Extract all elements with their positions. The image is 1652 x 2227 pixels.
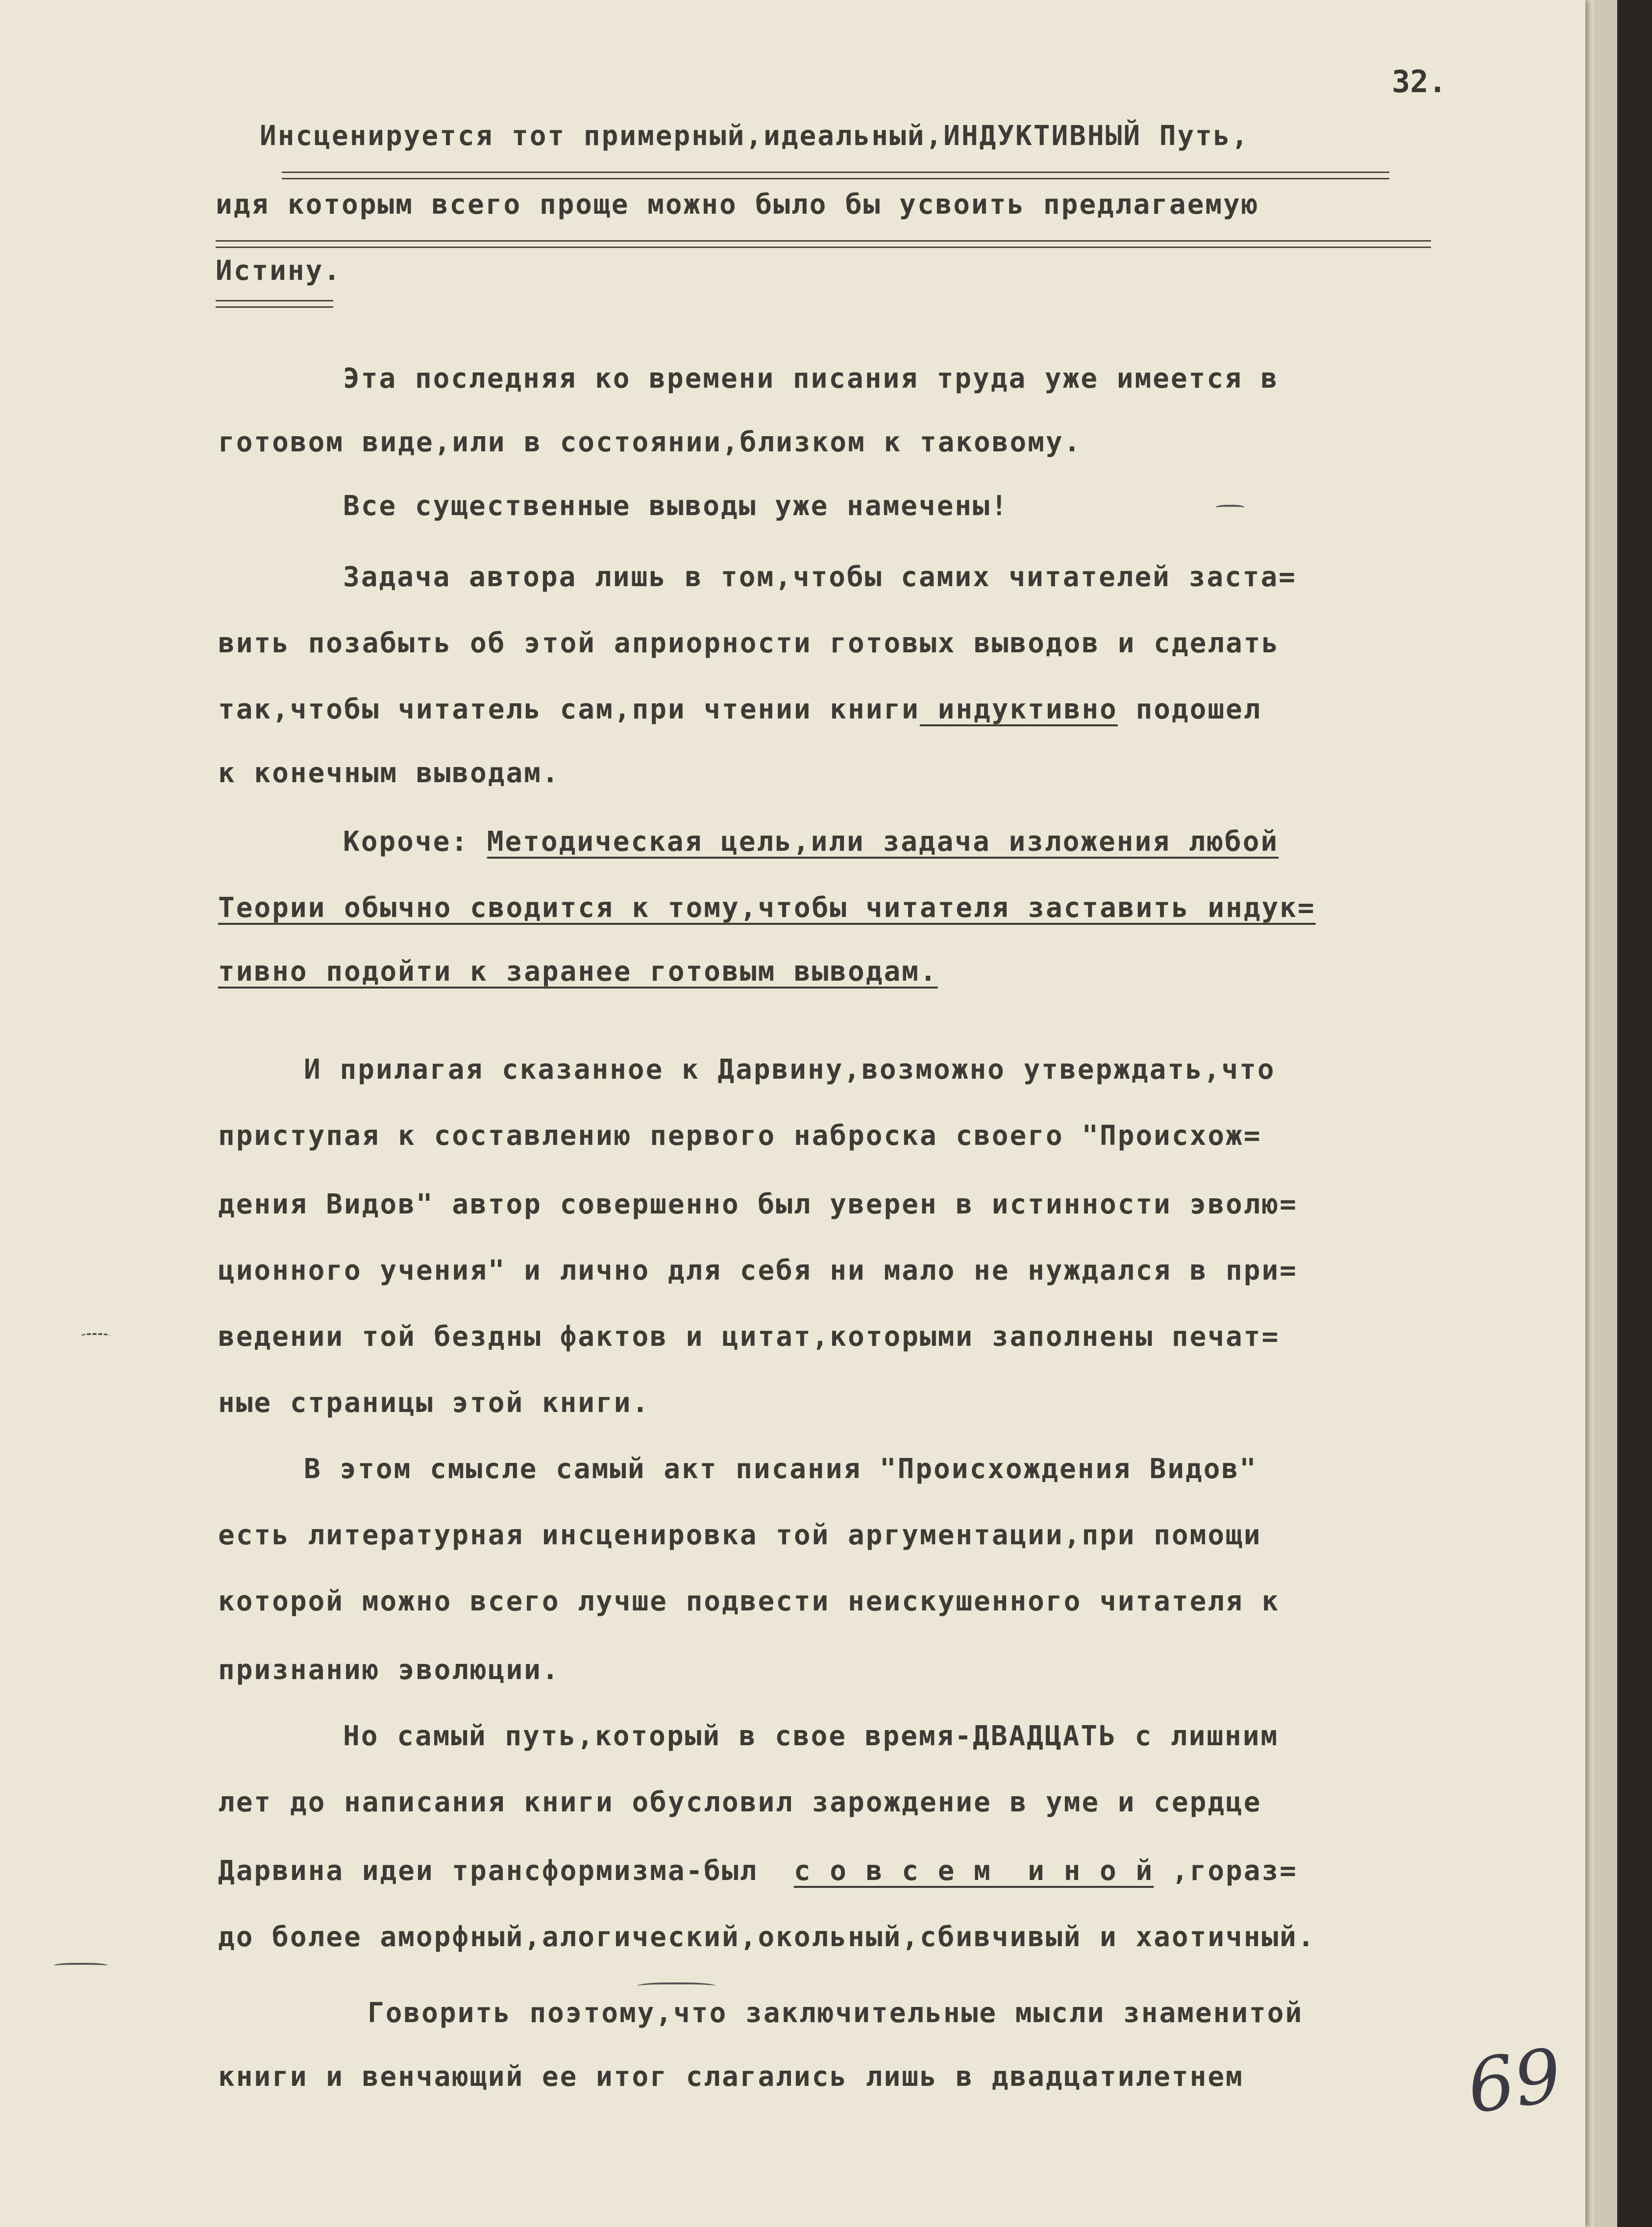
pencil-tick-mark bbox=[1215, 505, 1245, 512]
paragraph-3-line-3-start: так,чтобы читатель сам,при чтении книги bbox=[218, 693, 920, 725]
paragraph-7-line-3-start: Дарвина идеи трансформизма-был bbox=[218, 1855, 794, 1887]
paragraph-7-line-2: лет до написания книги обусловил зарождение в уме и сердце bbox=[218, 1786, 1262, 1818]
paragraph-3-line-4: к конечным выводам. bbox=[218, 757, 560, 789]
heading-rule-1 bbox=[282, 172, 1389, 179]
paragraph-6-line-1: В этом смысле самый акт писания "Происхождения Видов" bbox=[304, 1453, 1257, 1485]
paragraph-4-lead: Короче: bbox=[343, 826, 487, 858]
emphasis-inductively: индуктивно bbox=[919, 693, 1118, 725]
paragraph-4-underlined-start: Методическая цель,или задача изложения любой bbox=[487, 826, 1279, 858]
paragraph-6-line-4: признанию эволюции. bbox=[218, 1654, 560, 1686]
page-number: 32. bbox=[1392, 64, 1447, 99]
paragraph-2-line-1: Все существенные выводы уже намечены! bbox=[343, 490, 1009, 522]
paragraph-3-line-3-end: подошел bbox=[1117, 693, 1262, 725]
margin-pencil-mark bbox=[54, 1963, 108, 1970]
paragraph-4-line-1 bbox=[343, 826, 1279, 858]
paragraph-5-line-1: И прилагая сказанное к Дарвину,возможно утверждать,что bbox=[304, 1054, 1276, 1086]
paragraph-7-line-4: до более аморфный,алогический,окольный,сбивчивый и хаотичный. bbox=[218, 1921, 1316, 1953]
paragraph-6-line-3: которой можно всего лучше подвести неискушенного читателя к bbox=[218, 1585, 1280, 1617]
paragraph-3-line-3 bbox=[218, 693, 1261, 725]
paragraph-3-line-1: Задача автора лишь в том,чтобы самих читателей заста= bbox=[343, 561, 1297, 593]
pencil-arc-mark bbox=[637, 1982, 715, 1991]
paragraph-6-line-2: есть литературная инсценировка той аргументации,при помощи bbox=[218, 1519, 1262, 1551]
paragraph-5-line-4: ционного учения" и лично для себя ни мало не нуждался в при= bbox=[218, 1255, 1298, 1287]
paragraph-7-line-1: Но самый путь,который в свое время-ДВАДЦАТЬ с лишним bbox=[343, 1720, 1279, 1752]
paragraph-5-line-2: приступая к составлению первого наброска своего "Происхож= bbox=[218, 1120, 1262, 1152]
paragraph-8-line-2: книги и венчающий ее итог слагались лишь в двадцатилетнем bbox=[218, 2061, 1244, 2093]
paragraph-1-line-1: Эта последняя ко времени писания труда уже имеется в bbox=[343, 363, 1279, 395]
emphasis-completely-different: с о в с е м и н о й bbox=[793, 1855, 1154, 1887]
heading-rule-3 bbox=[216, 300, 333, 308]
heading-line-3: Истину. bbox=[216, 255, 342, 287]
heading-line-1: Инсценируется тот примерный,идеальный,ИНДУКТИВНЫЙ Путь, bbox=[260, 120, 1250, 152]
margin-faint-mark bbox=[81, 1333, 110, 1340]
paragraph-3-line-2: вить позабыть об этой априорности готовых выводов и сделать bbox=[218, 627, 1280, 659]
paragraph-5-line-5: ведении той бездны фактов и цитат,которыми заполнены печат= bbox=[218, 1321, 1280, 1353]
paragraph-5-line-6: ные страницы этой книги. bbox=[218, 1387, 650, 1419]
paragraph-7-line-3 bbox=[218, 1855, 1298, 1887]
heading-line-2: идя которым всего проще можно было бы усвоить предлагаемую bbox=[216, 189, 1259, 221]
handwritten-folio-number: 69 bbox=[1462, 2032, 1567, 2130]
heading-rule-2 bbox=[216, 240, 1431, 248]
paragraph-4-line-2: Теории обычно сводится к тому,чтобы читателя заставить индук= bbox=[218, 892, 1316, 924]
paragraph-7-line-3-end: ,гораз= bbox=[1154, 1855, 1298, 1887]
paragraph-4-line-3: тивно подойти к заранее готовым выводам. bbox=[218, 956, 938, 988]
paragraph-8-line-1: Говорить поэтому,что заключительные мысли знаменитой bbox=[368, 1997, 1304, 2029]
paragraph-5-line-3: дения Видов" автор совершенно был уверен в истинности эволю= bbox=[218, 1188, 1298, 1220]
paragraph-1-line-2: готовом виде,или в состоянии,близком к таковому. bbox=[218, 426, 1082, 458]
